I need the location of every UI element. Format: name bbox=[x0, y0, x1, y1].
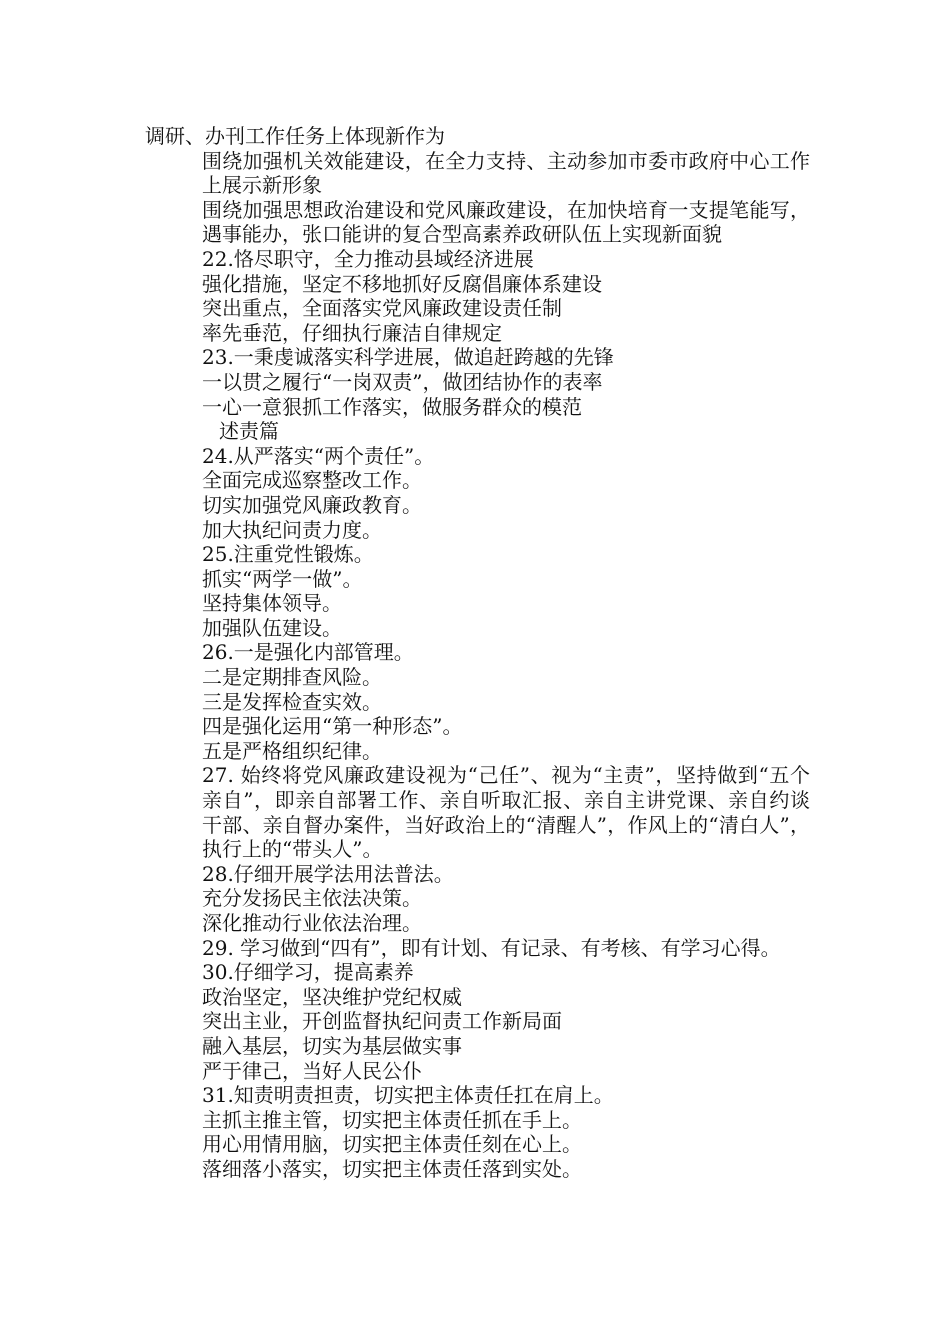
section-heading: 28.仔细开展学法用法普法。 bbox=[202, 861, 454, 886]
text-line: 坚持集体领导。 bbox=[202, 591, 342, 616]
text-line: 加强队伍建设。 bbox=[202, 615, 342, 640]
chapter-title: 述责篇 bbox=[219, 419, 279, 444]
text-line: 切实加强党风廉政教育。 bbox=[202, 492, 422, 517]
text-line: 率先垂范，仔细执行廉洁自律规定 bbox=[202, 320, 502, 345]
document-body bbox=[145, 124, 810, 1182]
section-heading: 31.知责明责担责，切实把主体责任扛在肩上。 bbox=[202, 1083, 614, 1108]
text-line: 一以贯之履行“一岗双责”，做团结协作的表率 bbox=[202, 369, 603, 394]
text-line: 严于律己，当好人民公仆 bbox=[202, 1058, 422, 1083]
text-line: 主抓主推主管，切实把主体责任抓在手上。 bbox=[202, 1107, 582, 1132]
text-line: 二是定期排查风险。 bbox=[202, 665, 382, 690]
text-line: 抓实“两学一做”。 bbox=[202, 566, 363, 591]
text-paragraph: 27. 始终将党风廉政建设视为“己任”、视为“主责”，坚持做到“五个亲自”，即亲自部署工作、亲自听取汇报、亲自主讲党课、亲自约谈干部、亲自督办案件，当好政治上的“清醒人”，作风上的“清白人”，执行上的“带头人”。 bbox=[202, 763, 810, 862]
text-line: 政治坚定，坚决维护党纪权威 bbox=[202, 984, 462, 1009]
text-line: 突出重点，全面落实党风廉政建设责任制 bbox=[202, 296, 562, 321]
text-line: 全面完成巡察整改工作。 bbox=[202, 468, 422, 493]
section-heading: 26.一是强化内部管理。 bbox=[202, 640, 414, 665]
text-line: 调研、办刊工作任务上体现新作为 bbox=[145, 124, 445, 148]
section-heading: 24.从严落实“两个责任”。 bbox=[202, 443, 435, 468]
section-heading: 30.仔细学习，提高素养 bbox=[202, 960, 414, 985]
text-paragraph: 29. 学习做到“四有”，即有计划、有记录、有考核、有学习心得。 bbox=[202, 935, 781, 960]
text-line: 突出主业，开创监督执纪问责工作新局面 bbox=[202, 1009, 562, 1034]
section-heading: 25.注重党性锻炼。 bbox=[202, 542, 374, 567]
text-paragraph: 围绕加强机关效能建设，在全力支持、主动参加市委市政府中心工作上展示新形象 bbox=[202, 148, 810, 198]
text-line: 用心用情用脑，切实把主体责任刻在心上。 bbox=[202, 1132, 582, 1157]
text-line: 四是强化运用“第一种形态”。 bbox=[202, 714, 463, 739]
text-paragraph: 围绕加强思想政治建设和党风廉政建设，在加快培育一支提笔能写，遇事能办，张口能讲的复合型高素养政研队伍上实现新面貌 bbox=[202, 197, 810, 247]
text-line: 深化推动行业依法治理。 bbox=[202, 911, 422, 935]
section-heading: 23.一秉虔诚落实科学进展，做追赶跨越的先锋 bbox=[202, 345, 614, 370]
text-line: 强化措施，坚定不移地抓好反腐倡廉体系建设 bbox=[202, 271, 602, 296]
section-heading: 22.恪尽职守，全力推动县域经济进展 bbox=[202, 246, 534, 271]
text-line: 一心一意狠抓工作落实，做服务群众的模范 bbox=[202, 394, 582, 419]
text-line: 加大执纪问责力度。 bbox=[202, 517, 382, 542]
text-line: 落细落小落实，切实把主体责任落到实处。 bbox=[202, 1156, 582, 1181]
text-line: 三是发挥检查实效。 bbox=[202, 689, 382, 714]
text-line: 融入基层，切实为基层做实事 bbox=[202, 1033, 462, 1058]
text-line: 充分发扬民主依法决策。 bbox=[202, 886, 422, 911]
text-line: 五是严格组织纪律。 bbox=[202, 738, 382, 763]
